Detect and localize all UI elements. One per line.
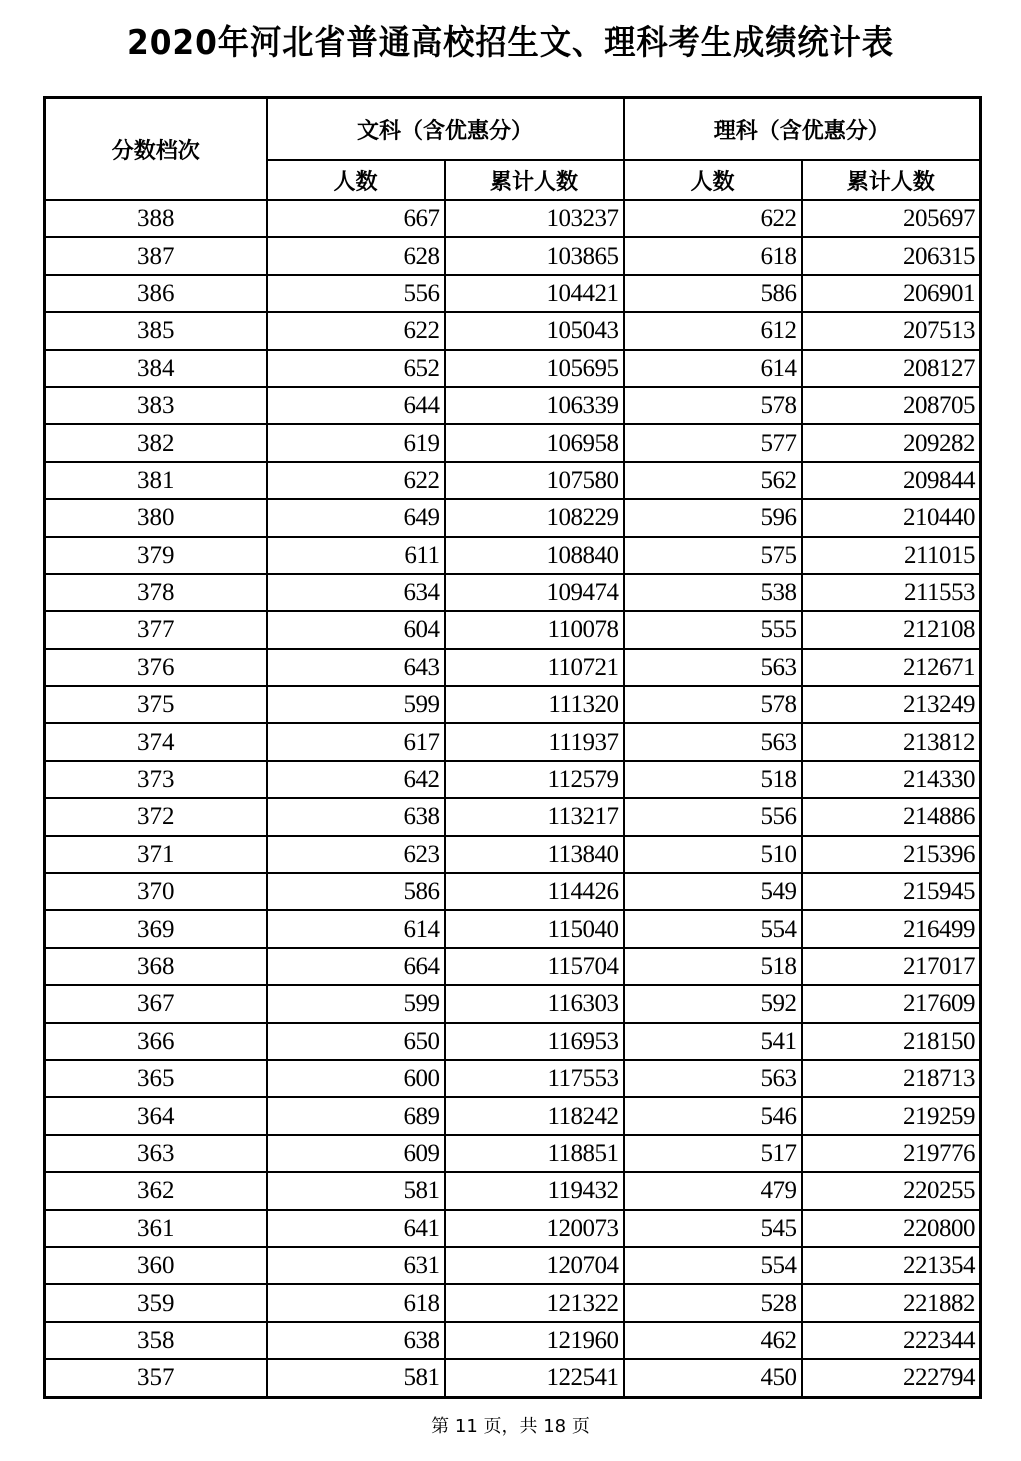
wenke-cumulative-cell: 116303 xyxy=(445,985,624,1022)
score-level-cell: 373 xyxy=(45,761,267,798)
like-cumulative-cell: 213249 xyxy=(802,686,981,723)
header-wenke-group: 文科（含优惠分） xyxy=(267,98,624,161)
table-row xyxy=(45,836,981,873)
score-level-cell: 363 xyxy=(45,1135,267,1172)
header-like-group: 理科（含优惠分） xyxy=(624,98,981,161)
like-count-cell: 517 xyxy=(624,1135,802,1172)
header-like-count: 人数 xyxy=(624,160,802,200)
table-body xyxy=(45,200,981,1397)
score-level-cell: 366 xyxy=(45,1023,267,1060)
wenke-cumulative-cell: 105695 xyxy=(445,350,624,387)
like-cumulative-cell: 213812 xyxy=(802,723,981,760)
wenke-count-cell: 634 xyxy=(267,574,445,611)
score-level-cell: 381 xyxy=(45,462,267,499)
score-level-cell: 361 xyxy=(45,1210,267,1247)
wenke-count-cell: 689 xyxy=(267,1097,445,1134)
score-level-cell: 378 xyxy=(45,574,267,611)
wenke-count-cell: 581 xyxy=(267,1172,445,1209)
table-row xyxy=(45,462,981,499)
like-count-cell: 538 xyxy=(624,574,802,611)
like-count-cell: 563 xyxy=(624,723,802,760)
like-cumulative-cell: 219776 xyxy=(802,1135,981,1172)
page-number: 第 11 页，共 18 页 xyxy=(431,1416,590,1437)
score-level-cell: 380 xyxy=(45,499,267,536)
wenke-count-cell: 604 xyxy=(267,611,445,648)
wenke-count-cell: 638 xyxy=(267,1322,445,1359)
table-row xyxy=(45,1210,981,1247)
like-cumulative-cell: 215396 xyxy=(802,836,981,873)
like-count-cell: 612 xyxy=(624,312,802,349)
like-count-cell: 563 xyxy=(624,649,802,686)
wenke-count-cell: 617 xyxy=(267,723,445,760)
table-row xyxy=(45,1097,981,1134)
wenke-count-cell: 667 xyxy=(267,200,445,237)
wenke-cumulative-cell: 118242 xyxy=(445,1097,624,1134)
like-count-cell: 545 xyxy=(624,1210,802,1247)
wenke-count-cell: 599 xyxy=(267,686,445,723)
header-score-level: 分数档次 xyxy=(45,98,267,201)
like-count-cell: 518 xyxy=(624,761,802,798)
like-count-cell: 563 xyxy=(624,1060,802,1097)
score-level-cell: 370 xyxy=(45,873,267,910)
score-level-cell: 374 xyxy=(45,723,267,760)
like-cumulative-cell: 209844 xyxy=(802,462,981,499)
header-like-cumulative: 累计人数 xyxy=(802,160,981,200)
wenke-count-cell: 614 xyxy=(267,910,445,947)
wenke-cumulative-cell: 114426 xyxy=(445,873,624,910)
table-row xyxy=(45,1060,981,1097)
wenke-count-cell: 622 xyxy=(267,462,445,499)
score-level-cell: 372 xyxy=(45,798,267,835)
score-level-cell: 387 xyxy=(45,237,267,274)
like-count-cell: 592 xyxy=(624,985,802,1022)
like-cumulative-cell: 221882 xyxy=(802,1284,981,1321)
like-count-cell: 510 xyxy=(624,836,802,873)
table-row xyxy=(45,574,981,611)
like-count-cell: 549 xyxy=(624,873,802,910)
score-level-cell: 377 xyxy=(45,611,267,648)
like-count-cell: 541 xyxy=(624,1023,802,1060)
wenke-count-cell: 650 xyxy=(267,1023,445,1060)
score-level-cell: 383 xyxy=(45,387,267,424)
wenke-cumulative-cell: 112579 xyxy=(445,761,624,798)
header-wenke-cumulative: 累计人数 xyxy=(445,160,624,200)
table-row xyxy=(45,649,981,686)
score-level-cell: 364 xyxy=(45,1097,267,1134)
like-count-cell: 575 xyxy=(624,537,802,574)
like-cumulative-cell: 217609 xyxy=(802,985,981,1022)
wenke-count-cell: 631 xyxy=(267,1247,445,1284)
like-cumulative-cell: 217017 xyxy=(802,948,981,985)
wenke-cumulative-cell: 104421 xyxy=(445,275,624,312)
table-row xyxy=(45,387,981,424)
table-row xyxy=(45,1135,981,1172)
wenke-cumulative-cell: 122541 xyxy=(445,1359,624,1397)
wenke-count-cell: 618 xyxy=(267,1284,445,1321)
like-cumulative-cell: 216499 xyxy=(802,910,981,947)
table-row xyxy=(45,499,981,536)
wenke-count-cell: 643 xyxy=(267,649,445,686)
like-cumulative-cell: 209282 xyxy=(802,424,981,461)
wenke-count-cell: 638 xyxy=(267,798,445,835)
table-row xyxy=(45,1023,981,1060)
wenke-count-cell: 652 xyxy=(267,350,445,387)
wenke-count-cell: 628 xyxy=(267,237,445,274)
score-level-cell: 384 xyxy=(45,350,267,387)
table-row xyxy=(45,350,981,387)
table-row xyxy=(45,910,981,947)
like-cumulative-cell: 214886 xyxy=(802,798,981,835)
score-statistics-table xyxy=(43,96,982,1399)
wenke-count-cell: 644 xyxy=(267,387,445,424)
wenke-count-cell: 649 xyxy=(267,499,445,536)
wenke-count-cell: 619 xyxy=(267,424,445,461)
score-level-cell: 376 xyxy=(45,649,267,686)
like-cumulative-cell: 222344 xyxy=(802,1322,981,1359)
header-wenke-count: 人数 xyxy=(267,160,445,200)
like-cumulative-cell: 219259 xyxy=(802,1097,981,1134)
wenke-cumulative-cell: 103865 xyxy=(445,237,624,274)
like-count-cell: 614 xyxy=(624,350,802,387)
table-row xyxy=(45,798,981,835)
wenke-cumulative-cell: 120073 xyxy=(445,1210,624,1247)
like-cumulative-cell: 208127 xyxy=(802,350,981,387)
like-cumulative-cell: 220800 xyxy=(802,1210,981,1247)
like-cumulative-cell: 218150 xyxy=(802,1023,981,1060)
wenke-cumulative-cell: 120704 xyxy=(445,1247,624,1284)
table-row xyxy=(45,237,981,274)
like-count-cell: 586 xyxy=(624,275,802,312)
like-count-cell: 555 xyxy=(624,611,802,648)
wenke-cumulative-cell: 109474 xyxy=(445,574,624,611)
wenke-count-cell: 600 xyxy=(267,1060,445,1097)
table-row xyxy=(45,312,981,349)
table-row xyxy=(45,424,981,461)
wenke-count-cell: 556 xyxy=(267,275,445,312)
like-cumulative-cell: 205697 xyxy=(802,200,981,237)
score-level-cell: 365 xyxy=(45,1060,267,1097)
table-row xyxy=(45,275,981,312)
like-cumulative-cell: 211015 xyxy=(802,537,981,574)
like-count-cell: 479 xyxy=(624,1172,802,1209)
score-level-cell: 385 xyxy=(45,312,267,349)
like-count-cell: 546 xyxy=(624,1097,802,1134)
wenke-count-cell: 641 xyxy=(267,1210,445,1247)
like-cumulative-cell: 220255 xyxy=(802,1172,981,1209)
score-level-cell: 382 xyxy=(45,424,267,461)
like-cumulative-cell: 222794 xyxy=(802,1359,981,1397)
like-cumulative-cell: 215945 xyxy=(802,873,981,910)
score-level-cell: 379 xyxy=(45,537,267,574)
table-row xyxy=(45,611,981,648)
table-row xyxy=(45,1322,981,1359)
like-count-cell: 556 xyxy=(624,798,802,835)
wenke-count-cell: 642 xyxy=(267,761,445,798)
score-level-cell: 368 xyxy=(45,948,267,985)
like-count-cell: 618 xyxy=(624,237,802,274)
wenke-count-cell: 611 xyxy=(267,537,445,574)
score-level-cell: 375 xyxy=(45,686,267,723)
table-row xyxy=(45,1284,981,1321)
wenke-count-cell: 586 xyxy=(267,873,445,910)
like-count-cell: 562 xyxy=(624,462,802,499)
score-level-cell: 358 xyxy=(45,1322,267,1359)
score-level-cell: 362 xyxy=(45,1172,267,1209)
score-level-cell: 357 xyxy=(45,1359,267,1397)
wenke-count-cell: 581 xyxy=(267,1359,445,1397)
score-level-cell: 371 xyxy=(45,836,267,873)
like-cumulative-cell: 210440 xyxy=(802,499,981,536)
like-count-cell: 462 xyxy=(624,1322,802,1359)
wenke-count-cell: 622 xyxy=(267,312,445,349)
document-title: 2020年河北省普通高校招生文、理科考生成绩统计表 xyxy=(127,23,894,63)
wenke-cumulative-cell: 115704 xyxy=(445,948,624,985)
like-count-cell: 528 xyxy=(624,1284,802,1321)
wenke-cumulative-cell: 121960 xyxy=(445,1322,624,1359)
like-cumulative-cell: 218713 xyxy=(802,1060,981,1097)
wenke-cumulative-cell: 119432 xyxy=(445,1172,624,1209)
wenke-cumulative-cell: 103237 xyxy=(445,200,624,237)
wenke-cumulative-cell: 105043 xyxy=(445,312,624,349)
like-count-cell: 554 xyxy=(624,1247,802,1284)
table-row xyxy=(45,200,981,237)
table-row xyxy=(45,873,981,910)
like-cumulative-cell: 211553 xyxy=(802,574,981,611)
like-count-cell: 554 xyxy=(624,910,802,947)
wenke-cumulative-cell: 108229 xyxy=(445,499,624,536)
wenke-count-cell: 664 xyxy=(267,948,445,985)
score-level-cell: 386 xyxy=(45,275,267,312)
like-count-cell: 578 xyxy=(624,686,802,723)
wenke-cumulative-cell: 117553 xyxy=(445,1060,624,1097)
wenke-count-cell: 609 xyxy=(267,1135,445,1172)
wenke-count-cell: 599 xyxy=(267,985,445,1022)
table-row xyxy=(45,761,981,798)
table-row xyxy=(45,686,981,723)
wenke-cumulative-cell: 106339 xyxy=(445,387,624,424)
like-cumulative-cell: 214330 xyxy=(802,761,981,798)
wenke-cumulative-cell: 118851 xyxy=(445,1135,624,1172)
wenke-cumulative-cell: 115040 xyxy=(445,910,624,947)
wenke-count-cell: 623 xyxy=(267,836,445,873)
wenke-cumulative-cell: 113840 xyxy=(445,836,624,873)
wenke-cumulative-cell: 110078 xyxy=(445,611,624,648)
score-level-cell: 388 xyxy=(45,200,267,237)
score-level-cell: 367 xyxy=(45,985,267,1022)
wenke-cumulative-cell: 108840 xyxy=(445,537,624,574)
wenke-cumulative-cell: 116953 xyxy=(445,1023,624,1060)
like-count-cell: 518 xyxy=(624,948,802,985)
like-count-cell: 577 xyxy=(624,424,802,461)
table-row xyxy=(45,1247,981,1284)
like-count-cell: 578 xyxy=(624,387,802,424)
like-cumulative-cell: 208705 xyxy=(802,387,981,424)
wenke-cumulative-cell: 106958 xyxy=(445,424,624,461)
like-cumulative-cell: 212108 xyxy=(802,611,981,648)
table-row xyxy=(45,1359,981,1397)
like-cumulative-cell: 207513 xyxy=(802,312,981,349)
like-cumulative-cell: 206901 xyxy=(802,275,981,312)
like-cumulative-cell: 206315 xyxy=(802,237,981,274)
wenke-cumulative-cell: 107580 xyxy=(445,462,624,499)
wenke-cumulative-cell: 111937 xyxy=(445,723,624,760)
score-level-cell: 369 xyxy=(45,910,267,947)
table-row xyxy=(45,723,981,760)
table-row xyxy=(45,537,981,574)
table-row xyxy=(45,948,981,985)
like-count-cell: 622 xyxy=(624,200,802,237)
table-row xyxy=(45,1172,981,1209)
like-cumulative-cell: 221354 xyxy=(802,1247,981,1284)
wenke-cumulative-cell: 113217 xyxy=(445,798,624,835)
table-row xyxy=(45,985,981,1022)
wenke-cumulative-cell: 110721 xyxy=(445,649,624,686)
wenke-cumulative-cell: 111320 xyxy=(445,686,624,723)
wenke-cumulative-cell: 121322 xyxy=(445,1284,624,1321)
like-count-cell: 450 xyxy=(624,1359,802,1397)
like-count-cell: 596 xyxy=(624,499,802,536)
like-cumulative-cell: 212671 xyxy=(802,649,981,686)
score-level-cell: 360 xyxy=(45,1247,267,1284)
score-level-cell: 359 xyxy=(45,1284,267,1321)
